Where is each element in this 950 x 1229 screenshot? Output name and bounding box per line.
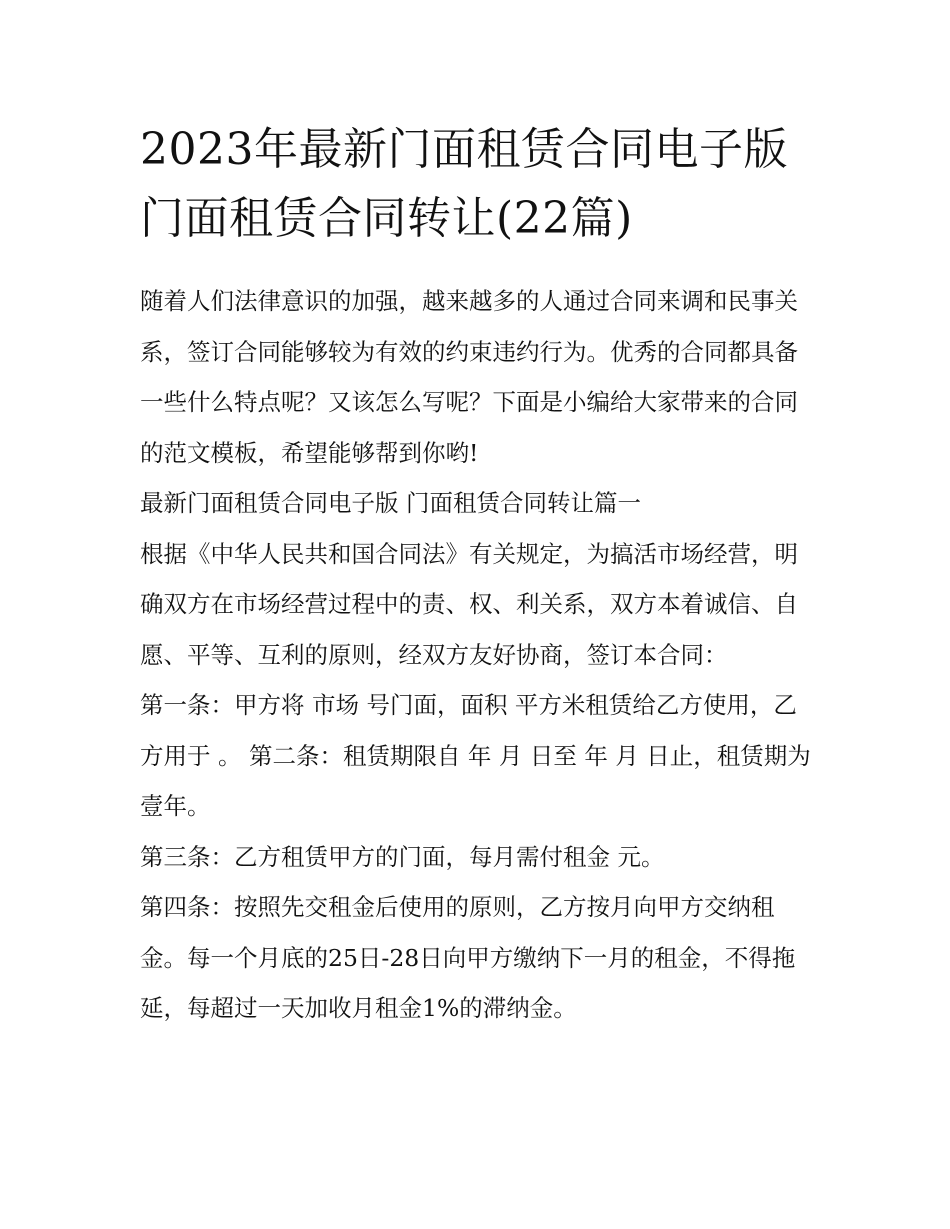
document-body	[140, 276, 820, 1034]
document-title: 2023年最新门面租赁合同电子版 门面租赁合同转让(22篇)	[140, 124, 788, 244]
article-4: 第四条：按照先交租金后使用的原则，乙方按月向甲方交纳租金。每一个月底的25日-28日向甲方缴纳下一月的租金，不得拖延，每超过一天加收月租金1%的滞纳金。	[140, 893, 796, 1022]
article-1-2: 第一条：甲方将 市场 号门面，面积 平方米租赁给乙方使用，乙方用于 。 第二条：租赁期限自 年 月 日至 年 月 日止，租赁期为壹年。	[140, 691, 811, 820]
section-heading: 最新门面租赁合同电子版 门面租赁合同转让篇一	[140, 489, 641, 517]
contract-preamble: 根据《中华人民共和国合同法》有关规定，为搞活市场经营，明确双方在市场经营过程中的责、权、利关系，双方本着诚信、自愿、平等、互利的原则，经双方友好协商，签订本合同：	[140, 539, 798, 669]
intro-paragraph: 随着人们法律意识的加强，越来越多的人通过合同来调和民事关系，签订合同能够较为有效的约束违约行为。优秀的合同都具备一些什么特点呢？又该怎么写呢？下面是小编给大家带来的合同的范文模板，希望能够帮到你哟!	[140, 287, 798, 467]
article-3: 第三条：乙方租赁甲方的门面，每月需付租金 元。	[140, 842, 665, 871]
